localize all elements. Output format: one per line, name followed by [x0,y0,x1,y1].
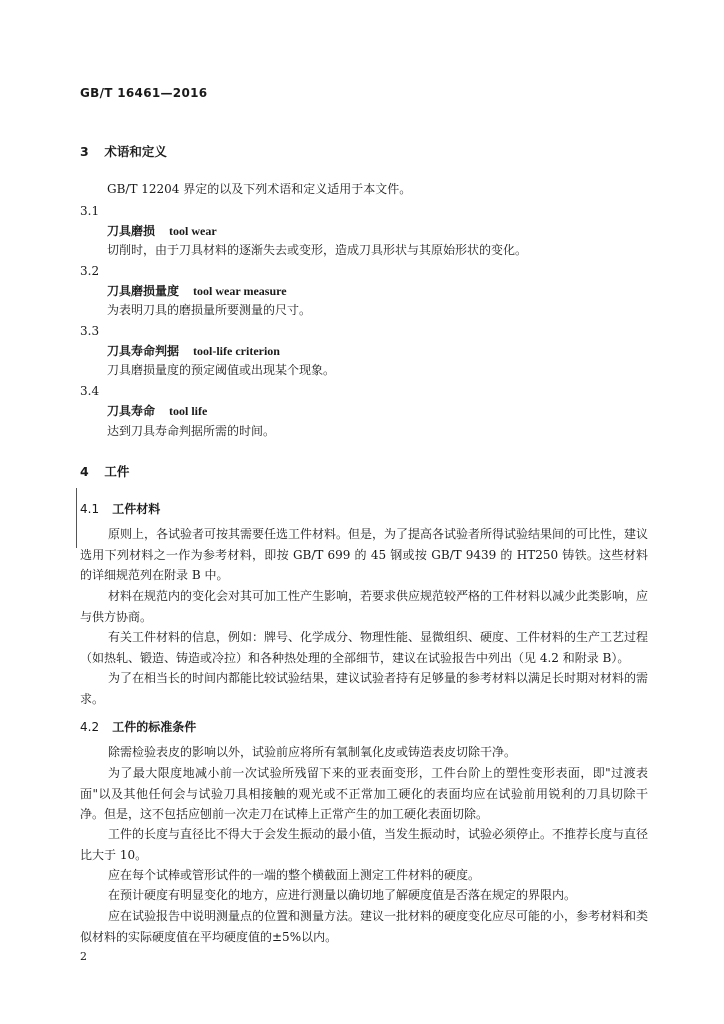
term-number: 3.1 [80,204,100,218]
term-title [107,222,217,239]
term-en: tool wear [169,224,217,238]
section-number: 3 [80,144,89,159]
subsection-4-1-heading [80,500,160,517]
paragraph: 应在试验报告中说明测量点的位置和测量方法。建议一批材料的硬度变化应尽可能的小，参考材料和类似材料的实际硬度值在平均硬度值的±5%以内。 [80,909,649,944]
section-3-heading [80,142,167,160]
subsection-title: 工件材料 [112,502,161,516]
paragraph: 有关工件材料的信息，例如：牌号、化学成分、物理性能、显微组织、硬度、工件材料的生产工艺过程（如热轧、锻造、铸造或冷拉）和各种热处理的全部细节，建议在试验报告中列出（见 4.2 和附录 B）。 [80,630,649,665]
term-number: 3.2 [80,264,100,278]
section-3-intro: GB/T 12204 界定的以及下列术语和定义适用于本文件。 [107,182,412,196]
section-title: 术语和定义 [104,144,167,159]
term-zh: 刀具寿命 [107,404,156,418]
term-title [107,402,207,419]
subsection-title: 工件的标准条件 [112,720,197,734]
term-en: tool life [169,404,208,418]
section-title: 工件 [104,464,130,479]
paragraph: 原则上，各试验者可按其需要任选工件材料。但是，为了提高各试验者所得试验结果间的可比性，建议选用下列材料之一作为参考材料，即按 GB/T 699 的 45 钢或按 GB/T 9439 的 HT250 铸铁。这些材料的详细规范列在附录 B 中。 [80,527,649,582]
term-definition: 刀具磨损量度的预定阈值或出现某个现象。 [107,363,336,377]
term-title [107,282,287,299]
paragraph: 在预计硬度有明显变化的地方，应进行测量以确切地了解硬度值是否落在规定的界限内。 [108,888,577,902]
term-definition: 为表明刀具的磨损量所要测量的尺寸。 [107,303,312,317]
paragraph: 应在每个试棒或管形试件的一端的整个横截面上测定工件材料的硬度。 [108,868,481,882]
term-en: tool-life criterion [193,344,280,358]
paragraph: 为了最大限度地减小前一次试验所残留下来的亚表面变形，工件台阶上的塑性变形表面，即"过渡表面"以及其他任何会与试验刀具相接触的观光或不正常加工硬化的表面均应在试验前用锐利的刀具切除干净。但是，这不包括应刨前一次走刀在试棒上正常产生的加工硬化表面切除。 [80,766,648,821]
term-number: 3.4 [80,384,100,398]
term-title [107,342,280,359]
paragraph: 除需检验表皮的影响以外，试验前应将所有氧制氧化皮或铸造表皮切除干净。 [108,745,517,759]
term-zh: 刀具磨损量度 [107,284,180,298]
term-definition: 达到刀具寿命判据所需的时间。 [107,424,276,438]
subsection-number: 4.1 [80,502,100,516]
term-zh: 刀具磨损 [107,224,156,238]
section-number: 4 [80,464,89,479]
subsection-4-2-heading [80,718,196,735]
standard-header: GB/T 16461—2016 [80,86,208,100]
paragraph: 为了在相当长的时间内都能比较试验结果，建议试验者持有足够量的参考材料以满足长时期对材料的需求。 [80,671,649,706]
term-en: tool wear measure [193,284,287,298]
margin-change-bar [76,488,77,548]
paragraph: 工件的长度与直径比不得大于会发生振动的最小值，当发生振动时，试验必须停止。不推荐长度与直径比大于 10。 [80,827,649,862]
subsection-number: 4.2 [80,720,100,734]
section-4-heading [80,462,129,480]
term-zh: 刀具寿命判据 [107,344,180,358]
page-number: 2 [80,950,87,963]
term-definition: 切削时，由于刀具材料的逐渐失去或变形，造成刀具形状与其原始形状的变化。 [107,243,528,257]
term-number: 3.3 [80,324,100,338]
paragraph: 材料在规范内的变化会对其可加工性产生影响，若要求供应规范较严格的工件材料以减少此类影响，应与供方协商。 [80,589,649,624]
